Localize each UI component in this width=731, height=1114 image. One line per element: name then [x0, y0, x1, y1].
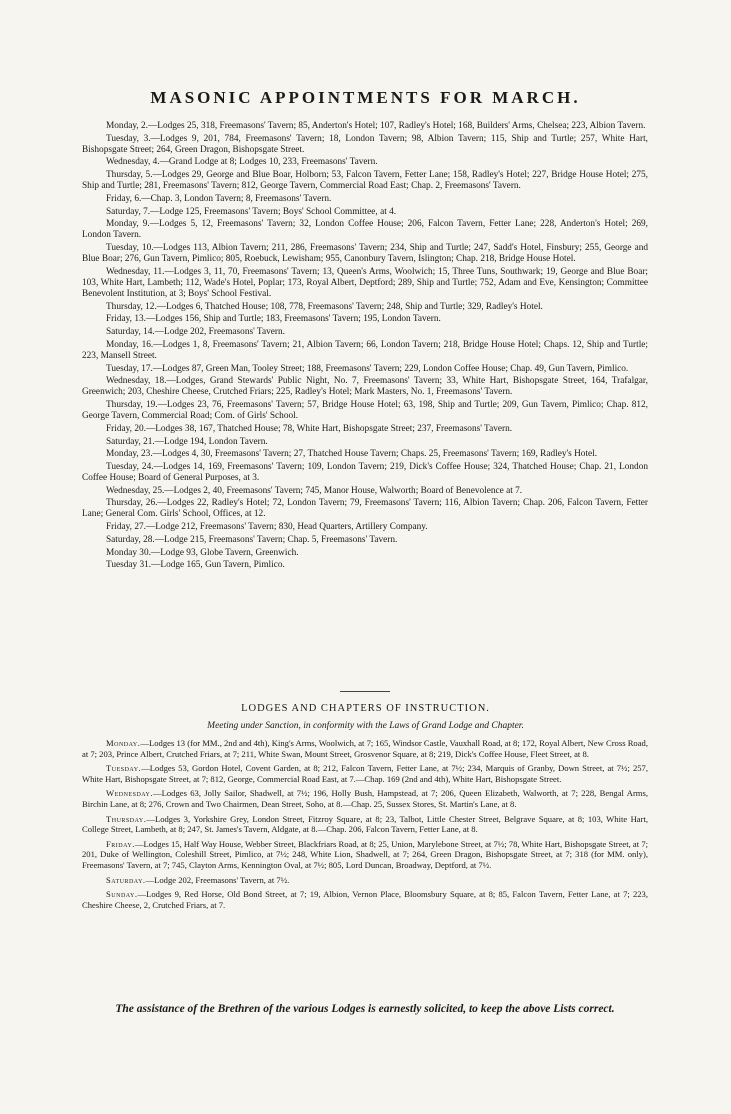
instruction-day: Thursday. [106, 813, 147, 824]
appointment-entry: Thursday, 19.—Lodges 23, 76, Freemasons' Tavern; 57, Bridge House Hotel; 63, 198, Ship and Turtle; 209, Gun Tavern, Pimlico; Chap. 812, George Tavern, Commercial Road; Com. of Girls' School. [82, 400, 648, 422]
appointment-entry: Tuesday, 24.—Lodges 14, 169, Freemasons' Tavern; 109, London Tavern; 219, Dick's Coffee House; 324, Thatched House; Chap. 21, London Coffee House; Board of General Purposes, at 3. [82, 461, 648, 483]
instruction-day: Tuesday. [106, 763, 142, 774]
instruction-list [82, 738, 648, 914]
instruction-text: —Lodges 13 (for MM., 2nd and 4th), King's Arms, Woolwich, at 7; 165, Windsor Castle, Vauxhall Road, at 8; 172, Royal Albert, New Cross Road, at 7; 203, Prince Albert, Crutched Friars, at 7; 211, White Swan, Mount Street, Grosvenor Square, at 8; 219, Dick's Coffee House, Fleet Street, at 8. [82, 738, 648, 759]
instruction-text: —Lodges 63, Jolly Sailor, Shadwell, at 7½; 196, Holly Bush, Hampstead, at 7; 206, Queen Elizabeth, Walworth, at 7; 228, Bengal Arms, Birchin Lane, at 8; 276, Crown and Two Chairmen, Dean Street, Soho, at 8.—Chap. 25, Sussex Stores, St. Martin's Lane, at 8. [82, 788, 648, 809]
instruction-day: Sunday. [106, 889, 138, 900]
section-divider [340, 691, 390, 692]
instruction-day: Saturday. [106, 874, 146, 885]
instruction-text: —Lodges 15, Half Way House, Webber Street, Blackfriars Road, at 8; 25, Union, Marylebone Street, at 7½; 78, White Hart, Bishopsgate Street, at 7; 201, Duke of Wellington, Coleshill Street, Pimlico, at 7½; 248, White Lion, Shadwell, at 7; 264, Green Dragon, Bishopsgate Street, at 7; 318 (for MM. only), Freemasons' Tavern, at 7; 745, Clayton Arms, Kennington Oval, at 7½; 805, Lord Duncan, Broadway, Deptford, at 7½. [82, 838, 648, 870]
appointment-entry: Saturday, 14.—Lodge 202, Freemasons' Tavern. [106, 327, 285, 338]
appointment-entry: Tuesday 31.—Lodge 165, Gun Tavern, Pimlico. [106, 560, 285, 571]
appointment-entry: Monday, 2.—Lodges 25, 318, Freemasons' Tavern; 85, Anderton's Hotel; 107, Radley's Hotel; 168, Builders' Arms, Chelsea; 223, Albion Tavern. [106, 121, 646, 131]
appointment-entry: Monday 30.—Lodge 93, Globe Tavern, Greenwich. [106, 547, 299, 558]
appointments-list [82, 121, 648, 573]
instruction-entry [82, 763, 648, 784]
appointment-entry: Friday, 20.—Lodges 38, 167, Thatched House; 78, White Hart, Bishopsgate Street; 237, Freemasons' Tavern. [106, 423, 513, 434]
appointment-entry: Wednesday, 4.—Grand Lodge at 8; Lodges 10, 233, Freemasons' Tavern. [106, 157, 378, 168]
instruction-entry [82, 839, 648, 871]
instruction-text: —Lodges 53, Gordon Hotel, Covent Garden, at 8; 212, Falcon Tavern, Fetter Lane, at 7½; 234, Marquis of Granby, Down Street, at 7½; 257, White Hart, Bishopsgate Street, at 7; 812, George, Commercial Road East, at 7.—Chap. 169 (2nd and 4th), White Hart, Bishopsgate Street. [82, 763, 648, 784]
instruction-text: —Lodges 3, Yorkshire Grey, London Street, Fitzroy Square, at 8; 23, Talbot, Little Chester Street, Belgrave Square, at 8; 103, White Hart, College Street, Lambeth, at 8; 247, St. James's Tavern, Aldgate, at 8.—Chap. 206, Falcon Tavern, Fetter Lane, at 8. [82, 813, 648, 835]
instruction-text: —Lodges 9, Red Horse, Old Bond Street, at 7; 19, Albion, Vernon Place, Bloomsbury Square, at 8; 85, Falcon Tavern, Fetter Lane, at 7; 223, Cheshire Cheese, 2, Crutched Friars, at 7. [82, 889, 648, 910]
appointment-entry: Friday, 27.—Lodge 212, Freemasons' Tavern; 830, Head Quarters, Artillery Company. [106, 522, 428, 533]
instruction-text: —Lodge 202, Freemasons' Tavern, at 7½. [145, 874, 290, 885]
footer-note: The assistance of the Brethren of the various Lodges is earnestly solicited, to keep the above Lists correct. [115, 1003, 615, 1015]
appointment-entry: Friday, 6.—Chap. 3, London Tavern; 8, Freemasons' Tavern. [106, 193, 332, 204]
appointment-entry: Monday, 9.—Lodges 5, 12, Freemasons' Tavern; 32, London Coffee House; 206, Falcon Tavern, Fetter Lane; 228, Anderton's Hotel; 269, London Tavern. [82, 219, 648, 241]
instruction-entry [82, 814, 648, 835]
instruction-day: Wednesday. [106, 788, 154, 799]
instruction-day: Monday. [106, 738, 141, 748]
appointment-entry: Saturday, 7.—Lodge 125, Freemasons' Tavern; Boys' School Committee, at 4. [106, 206, 397, 217]
appointment-entry: Wednesday, 25.—Lodges 2, 40, Freemasons' Tavern; 745, Manor House, Walworth; Board of Benevolence at 7. [106, 485, 523, 496]
instruction-subheading: Meeting under Sanction, in conformity with the Laws of Grand Lodge and Chapter. [207, 721, 524, 731]
appointment-entry: Thursday, 26.—Lodges 22, Radley's Hotel; 72, London Tavern; 79, Freemasons' Tavern; 116, Albion Tavern; Chap. 206, Falcon Tavern, Fetter Lane; General Com. Girls' School, Offices, at 12. [82, 498, 648, 520]
instruction-entry [82, 889, 648, 910]
appointment-entry: Saturday, 28.—Lodge 215, Freemasons' Tavern; Chap. 5, Freemasons' Tavern. [106, 534, 398, 545]
appointment-entry: Saturday, 21.—Lodge 194, London Tavern. [106, 436, 268, 447]
appointment-entry: Friday, 13.—Lodges 156, Ship and Turtle; 183, Freemasons' Tavern; 195, London Tavern. [106, 314, 441, 325]
instruction-heading: LODGES AND CHAPTERS OF INSTRUCTION. [241, 703, 490, 714]
appointment-entry: Monday, 23.—Lodges 4, 30, Freemasons' Tavern; 27, Thatched House Tavern; Chaps. 25, Freemasons' Tavern; 169, Radley's Hotel. [106, 449, 598, 460]
appointment-entry: Thursday, 5.—Lodges 29, George and Blue Boar, Holborn; 53, Falcon Tavern, Fetter Lane; 158, Radley's Hotel; 227, Bridge House Hotel; 275, Ship and Turtle; 281, Freemasons' Tavern; 812, George Tavern, Commercial Road East; Chap. 2, Freemasons' Tavern. [82, 170, 648, 192]
page-title: MASONIC APPOINTMENTS FOR MARCH. [150, 88, 581, 107]
instruction-day: Friday. [106, 838, 135, 849]
appointment-entry: Thursday, 12.—Lodges 6, Thatched House; 108, 778, Freemasons' Tavern; 248, Ship and Turtle; 329, Radley's Hotel. [106, 301, 543, 312]
appointment-entry: Tuesday, 17.—Lodges 87, Green Man, Tooley Street; 188, Freemasons' Tavern; 229, London Coffee House; Chap. 49, Gun Tavern, Pimlico. [106, 363, 629, 374]
appointment-entry: Tuesday, 3.—Lodges 9, 201, 784, Freemasons' Tavern; 18, London Tavern; 98, Albion Tavern; 115, Ship and Turtle; 257, White Hart, Bishopsgate Street; 264, Green Dragon, Bishopsgate Street. [82, 133, 648, 155]
instruction-entry [82, 875, 648, 886]
appointment-entry: Tuesday, 10.—Lodges 113, Albion Tavern; 211, 286, Freemasons' Tavern; 234, Ship and Turtle; 247, Sadd's Hotel, Finsbury; 255, George and Blue Boar; 276, Gun Tavern, Pimlico; 805, Roebuck, Lewisham; 955, Canonbury Tavern, Islington; Chap. 218, Bridge House Hotel. [82, 243, 648, 265]
appointment-entry: Wednesday, 18.—Lodges, Grand Stewards' Public Night, No. 7, Freemasons' Tavern; 33, White Hart, Bishopsgate Street, 164, Trafalgar, Greenwich; 203, Cheshire Cheese, Crutched Friars; 225, Radley's Hotel; Mark Masters, No. 1, Freemasons' Tavern. [82, 376, 648, 398]
instruction-entry [82, 738, 648, 759]
appointment-entry: Wednesday, 11.—Lodges 3, 11, 70, Freemasons' Tavern; 13, Queen's Arms, Woolwich; 15, Three Tuns, Southwark; 19, George and Blue Boar; 103, White Hart, Lambeth; 112, Wade's Hotel, Poplar; 173, Royal Albert, Deptford; 289, Ship and Turtle; 752, Adam and Eve, Kensington; Committee Benevolent Institution, at 3; Boys' School Festival. [82, 266, 648, 300]
appointment-entry: Monday, 16.—Lodges 1, 8, Freemasons' Tavern; 21, Albion Tavern; 66, London Tavern; 218, Bridge House Hotel; Chaps. 12, Ship and Turtle; 223, Mansell Street. [82, 339, 648, 361]
instruction-entry [82, 788, 648, 809]
